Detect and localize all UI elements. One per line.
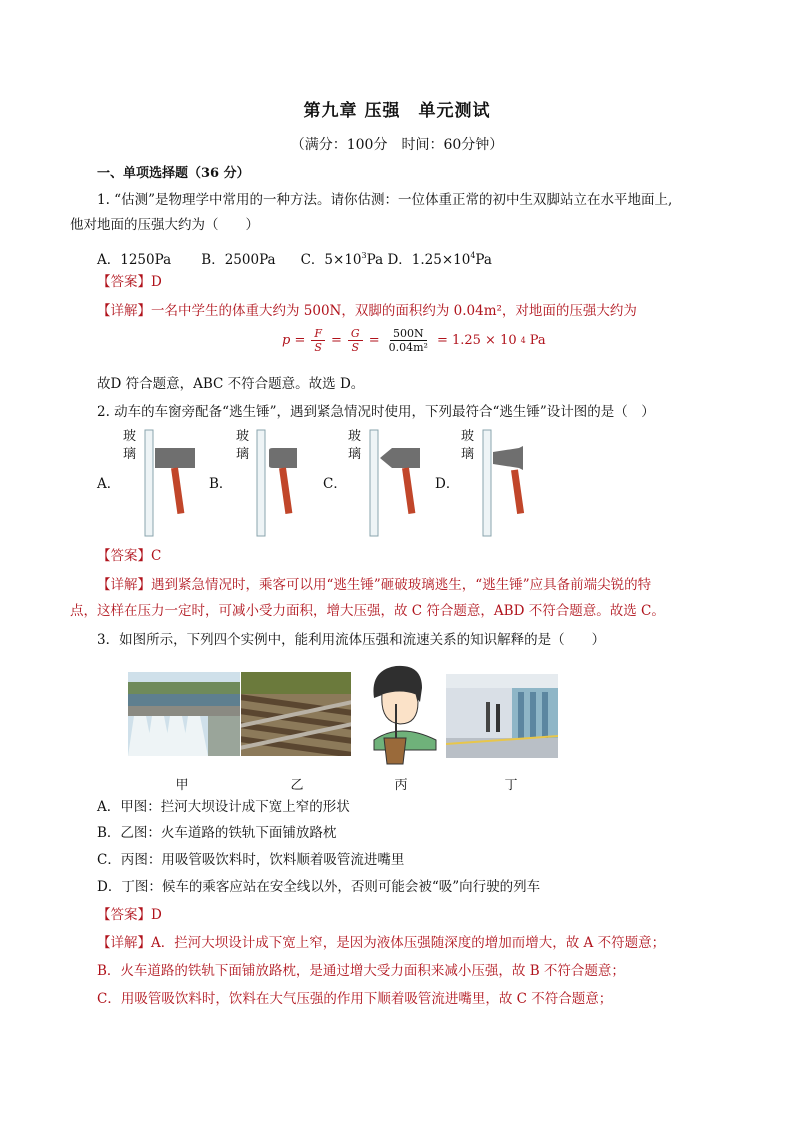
q1-answer: 【答案】D xyxy=(97,274,162,290)
figure-label-bing: 丙 xyxy=(394,778,408,793)
q2-glass-label: 玻 璃 xyxy=(461,429,475,462)
q2-answer: 【答案】C xyxy=(97,548,162,564)
q2-glass-label: 玻 璃 xyxy=(236,429,250,462)
q3-stem: 3．如图所示，下列四个实例中，能利用流体压强和流速关系的知识解释的是（ ） xyxy=(97,632,606,648)
q3-detail-c: C．用吸管吸饮料时，饮料在大气压强的作用下顺着吸管流进嘴里，故 C 不符合题意； xyxy=(97,991,613,1007)
q3-option-a: A．甲图：拦河大坝设计成下宽上窄的形状 xyxy=(97,799,350,815)
q2-stem: 2. 动车的车窗旁配备“逃生锤”，遇到紧急情况时使用，下列最符合“逃生锤”设计图的是（ ） xyxy=(97,404,655,420)
q1-formula: p = $\frac{F}{S}$ = $\frac{G}{S}$ = $\frac{500N}{\text{0.04m²}}$ = 1.25 × 10 4 Pa xyxy=(282,327,546,354)
hammer-c-icon xyxy=(362,428,432,540)
q2-option-c-label: C． xyxy=(323,476,347,492)
subway-station-image xyxy=(446,674,558,758)
page-title: 第九章 压强 单元测试 xyxy=(303,101,491,121)
q3-answer: 【答案】D xyxy=(97,907,162,923)
q1-conclusion: 故D 符合题意，ABC 不符合题意。故选 D。 xyxy=(97,376,365,392)
q1-option-b: B．2500Pa xyxy=(201,251,276,268)
q2-option-a-label: A． xyxy=(97,476,121,492)
figure-label-yi: 乙 xyxy=(290,778,304,793)
q2-option-d-label: D． xyxy=(435,476,460,492)
hammer-d-icon xyxy=(475,428,545,540)
hammer-a-icon xyxy=(137,428,207,540)
q3-detail-b: B．火车道路的铁轨下面铺放路枕，是通过增大受力面积来减小压强，故 B 不符合题意； xyxy=(97,963,625,979)
boy-drinking-image xyxy=(360,658,442,766)
q1-stem-line2: 他对地面的压强大约为（ ） xyxy=(70,217,259,233)
q2-glass-label: 玻 璃 xyxy=(348,429,362,462)
figure-label-jia: 甲 xyxy=(175,778,189,793)
q1-option-a: A．1250Pa xyxy=(97,251,172,268)
railway-image xyxy=(241,672,351,756)
q2-detail-line1: 【详解】遇到紧急情况时，乘客可以用“逃生锤”砸破玻璃逃生，“逃生锤”应具备前端尖锐的特 xyxy=(97,577,652,593)
q2-option-b-label: B． xyxy=(209,476,233,492)
q2-detail-line2: 点，这样在压力一定时，可减小受力面积，增大压强，故 C 符合题意，ABD 不符合题意。故选 C。 xyxy=(70,603,665,619)
hammer-b-icon xyxy=(249,428,319,540)
q1-options xyxy=(97,246,492,270)
figure-label-ding: 丁 xyxy=(504,778,518,793)
q1-stem-line1: 1. “估测”是物理学中常用的一种方法。请你估测：一位体重正常的初中生双脚站立在水平地面上, xyxy=(97,192,673,208)
q3-option-d: D．丁图：候车的乘客应站在安全线以外，否则可能会被“吸”向行驶的列车 xyxy=(97,879,541,895)
q1-option-c: C．$5\times 10^3Pa$ xyxy=(300,251,384,268)
q3-option-c: C．丙图：用吸管吸饮料时，饮料顺着吸管流进嘴里 xyxy=(97,852,405,868)
q2-glass-label: 玻 璃 xyxy=(123,429,137,462)
q3-option-b: B．乙图：火车道路的铁轨下面铺放路枕 xyxy=(97,825,337,841)
q2-figure-row xyxy=(97,428,557,543)
q1-option-d: D．$1.25\times 10^4Pa$ xyxy=(387,251,492,268)
page-subtitle: （满分：100分 时间：60分钟） xyxy=(290,137,504,153)
section-heading: 一、单项选择题（36 分） xyxy=(97,166,250,181)
dam-image xyxy=(128,672,240,756)
q3-detail-a: 【详解】A．拦河大坝设计成下宽上窄，是因为液体压强随深度的增加而增大，故 A 不符题意； xyxy=(97,935,666,951)
q1-detail: 【详解】一名中学生的体重大约为 500N，双脚的面积约为 0.04m²，对地面的压强大约为 xyxy=(97,303,637,319)
